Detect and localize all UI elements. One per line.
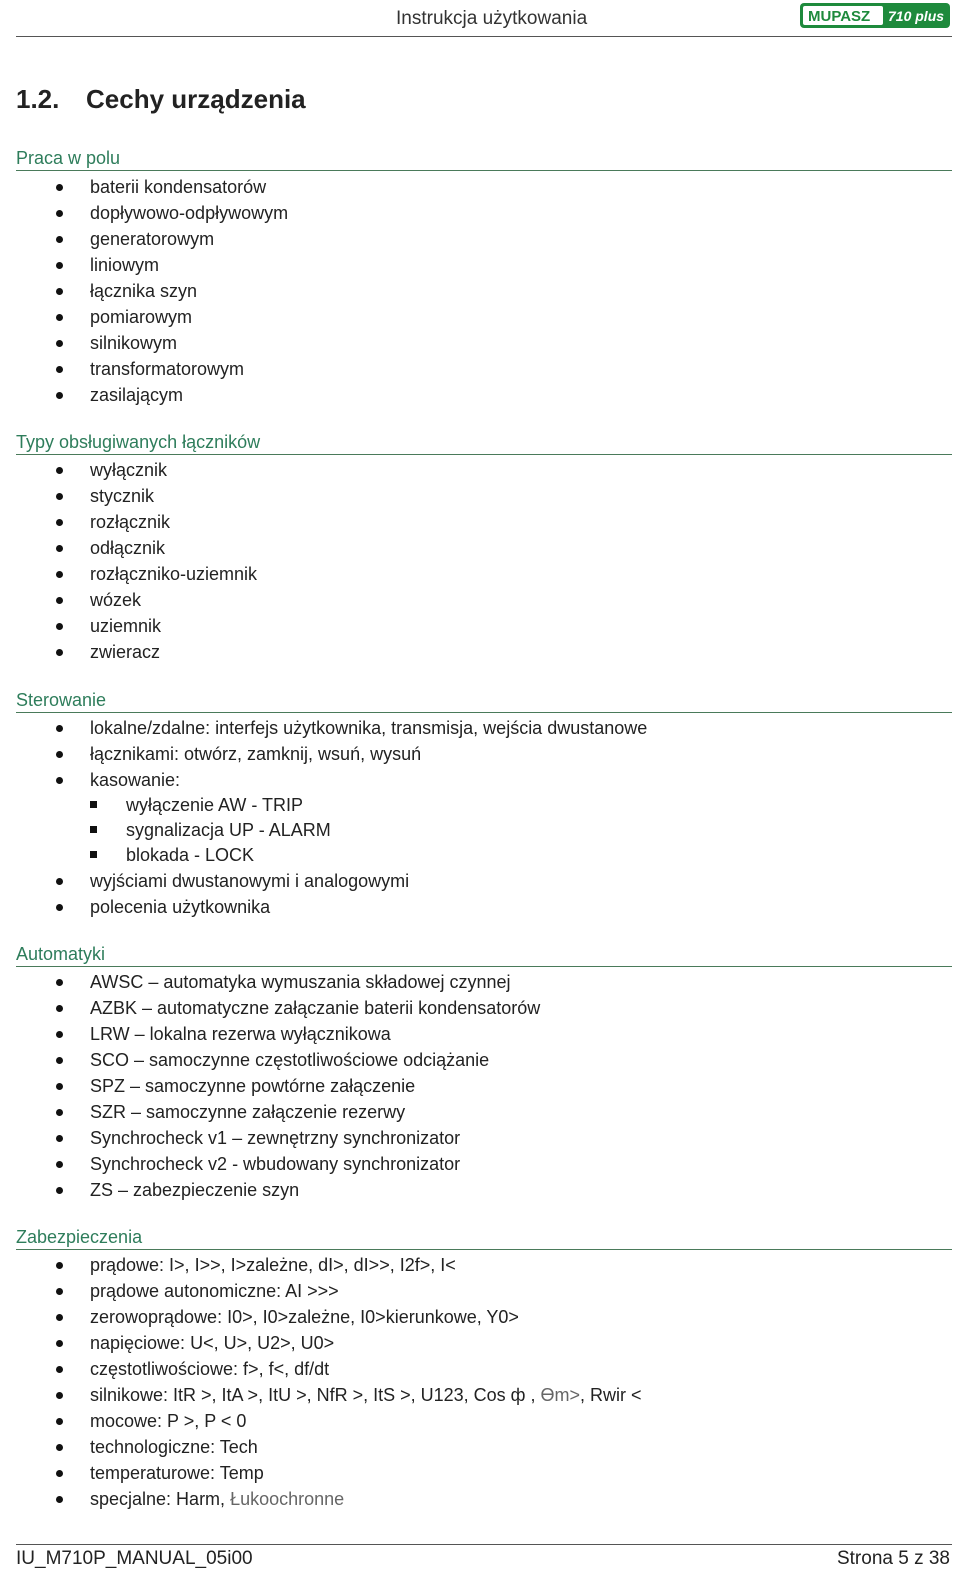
bullet-icon [56, 1057, 63, 1064]
list-item: pomiarowym [0, 304, 940, 330]
list-item: temperaturowe: Temp [0, 1460, 940, 1486]
page-number: Strona 5 z 38 [836, 1548, 950, 1569]
list-item: silnikowym [0, 330, 940, 356]
list-item: prądowe autonomiczne: AI >>> [0, 1278, 940, 1304]
heading-title: Cechy urządzenia [86, 84, 306, 114]
bullet-icon [56, 1031, 63, 1038]
bullet-icon [56, 519, 63, 526]
section-praca-header [16, 146, 952, 171]
list-item: transformatorowym [0, 356, 940, 382]
bullet-icon [56, 236, 63, 243]
list-item: ZS – zabezpieczenie szyn [0, 1177, 940, 1203]
bullet-icon [56, 467, 63, 474]
list-item: częstotliwościowe: f>, f<, df/dt [0, 1356, 940, 1382]
silnikowe-theta: Өm> [540, 1385, 581, 1405]
bullet-icon [56, 1444, 63, 1451]
sub-list-item: wyłączenie AW - TRIP [0, 793, 940, 818]
list-item: generatorowym [0, 226, 940, 252]
doc-id: IU_M710P_MANUAL_05i00 [16, 1548, 253, 1569]
section-zabezpieczenia-title: Zabezpieczenia [16, 1227, 143, 1247]
bullet-icon [56, 1135, 63, 1142]
specjalne-text: specjalne: Harm, [90, 1489, 226, 1509]
list-item: zasilającym [0, 382, 940, 408]
bullet-icon [56, 1187, 63, 1194]
page-footer [16, 1544, 952, 1585]
list-item: łącznikami: otwórz, zamknij, wsuń, wysuń [0, 741, 940, 767]
bullet-icon [56, 979, 63, 986]
bullet-icon [56, 545, 63, 552]
header-title: Instrukcja użytkowania [396, 8, 588, 29]
list-item: Synchrocheck v2 - wbudowany synchronizator [0, 1151, 940, 1177]
section-praca-title: Praca w polu [16, 148, 121, 168]
bullet-icon [56, 597, 63, 604]
list-item: AWSC – automatyka wymuszania składowej czynnej [0, 969, 940, 995]
bullet-icon [56, 340, 63, 347]
list-item: stycznik [0, 483, 940, 509]
bullet-icon [56, 210, 63, 217]
bullet-icon [56, 904, 63, 911]
section-zabezpieczenia-header [16, 1225, 952, 1250]
list-item: technologiczne: Tech [0, 1434, 940, 1460]
list-item: SPZ – samoczynne powtórne załączenie [0, 1073, 940, 1099]
heading-number: 1.2. [16, 84, 60, 114]
bullet-icon [56, 184, 63, 191]
list-item: napięciowe: U<, U>, U2>, U0> [0, 1330, 940, 1356]
mupasz-logo [800, 3, 950, 28]
list-item: wyjściami dwustanowymi i analogowymi [0, 868, 940, 894]
silnikowe-rwir: , Rwir < [580, 1385, 642, 1405]
section-typy-title: Typy obsługiwanych łączników [16, 432, 261, 452]
logo-text-right: 710 plus [888, 8, 945, 24]
sub-list-item: sygnalizacja UP - ALARM [0, 818, 940, 843]
bullet-icon [56, 1470, 63, 1477]
list-item: rozłączniko-uziemnik [0, 561, 940, 587]
square-bullet-icon [90, 801, 97, 808]
list-item [0, 1382, 940, 1408]
list-item: LRW – lokalna rezerwa wyłącznikowa [0, 1021, 940, 1047]
list-item: Synchrocheck v1 – zewnętrzny synchronizator [0, 1125, 940, 1151]
section-automatyki-header [16, 942, 952, 967]
bullet-icon [56, 314, 63, 321]
bullet-icon [56, 571, 63, 578]
bullet-icon [56, 1496, 63, 1503]
zabezpieczenia-list [0, 1252, 940, 1512]
bullet-icon [56, 366, 63, 373]
list-item: zwieracz [0, 639, 940, 665]
logo-text-left: MUPASZ [808, 8, 871, 25]
list-item: zerowoprądowe: I0>, I0>zależne, I0>kierunkowe, Y0> [0, 1304, 940, 1330]
bullet-icon [56, 751, 63, 758]
list-item: mocowe: P >, P < 0 [0, 1408, 940, 1434]
list-item: wózek [0, 587, 940, 613]
list-item: prądowe: I>, I>>, I>zależne, dI>, dI>>, I2f>, I< [0, 1252, 940, 1278]
square-bullet-icon [90, 826, 97, 833]
bullet-icon [56, 262, 63, 269]
bullet-icon [56, 1366, 63, 1373]
section-typy-header [16, 430, 952, 455]
bullet-icon [56, 288, 63, 295]
list-item [0, 1486, 940, 1512]
list-item: kasowanie: [0, 767, 940, 793]
bullet-icon [56, 1392, 63, 1399]
bullet-icon [56, 725, 63, 732]
list-item: baterii kondensatorów [0, 174, 940, 200]
list-item: odłącznik [0, 535, 940, 561]
list-item: wyłącznik [0, 457, 940, 483]
bullet-icon [56, 1340, 63, 1347]
bullet-icon [56, 777, 63, 784]
bullet-icon [56, 1161, 63, 1168]
bullet-icon [56, 1083, 63, 1090]
automatyki-list [0, 969, 940, 1203]
section-sterowanie-title: Sterowanie [16, 690, 107, 710]
bullet-icon [56, 649, 63, 656]
silnikowe-text: silnikowe: ItR >, ItA >, ItU >, NfR >, ItS >, U123, Cos ф , [90, 1385, 536, 1405]
list-item: łącznika szyn [0, 278, 940, 304]
bullet-icon [56, 1314, 63, 1321]
bullet-icon [56, 1005, 63, 1012]
praca-list [0, 174, 940, 408]
page-header [16, 0, 952, 37]
typy-list [0, 457, 940, 665]
square-bullet-icon [90, 851, 97, 858]
section-sterowanie-header [16, 688, 952, 713]
list-item: SCO – samoczynne częstotliwościowe odciążanie [0, 1047, 940, 1073]
list-item: uziemnik [0, 613, 940, 639]
list-item: polecenia użytkownika [0, 894, 940, 920]
bullet-icon [56, 1109, 63, 1116]
sterowanie-list [0, 715, 940, 920]
section-heading [16, 84, 306, 115]
bullet-icon [56, 392, 63, 399]
list-item: liniowym [0, 252, 940, 278]
bullet-icon [56, 493, 63, 500]
bullet-icon [56, 623, 63, 630]
list-item: lokalne/zdalne: interfejs użytkownika, transmisja, wejścia dwustanowe [0, 715, 940, 741]
list-item: dopływowo-odpływowym [0, 200, 940, 226]
specjalne-luko: Łukoochronne [230, 1489, 345, 1509]
bullet-icon [56, 1288, 63, 1295]
list-item: AZBK – automatyczne załączanie baterii kondensatorów [0, 995, 940, 1021]
section-automatyki-title: Automatyki [16, 944, 106, 964]
bullet-icon [56, 1262, 63, 1269]
list-item: SZR – samoczynne załączenie rezerwy [0, 1099, 940, 1125]
sub-list-item: blokada - LOCK [0, 843, 940, 868]
bullet-icon [56, 878, 63, 885]
bullet-icon [56, 1418, 63, 1425]
list-item: rozłącznik [0, 509, 940, 535]
